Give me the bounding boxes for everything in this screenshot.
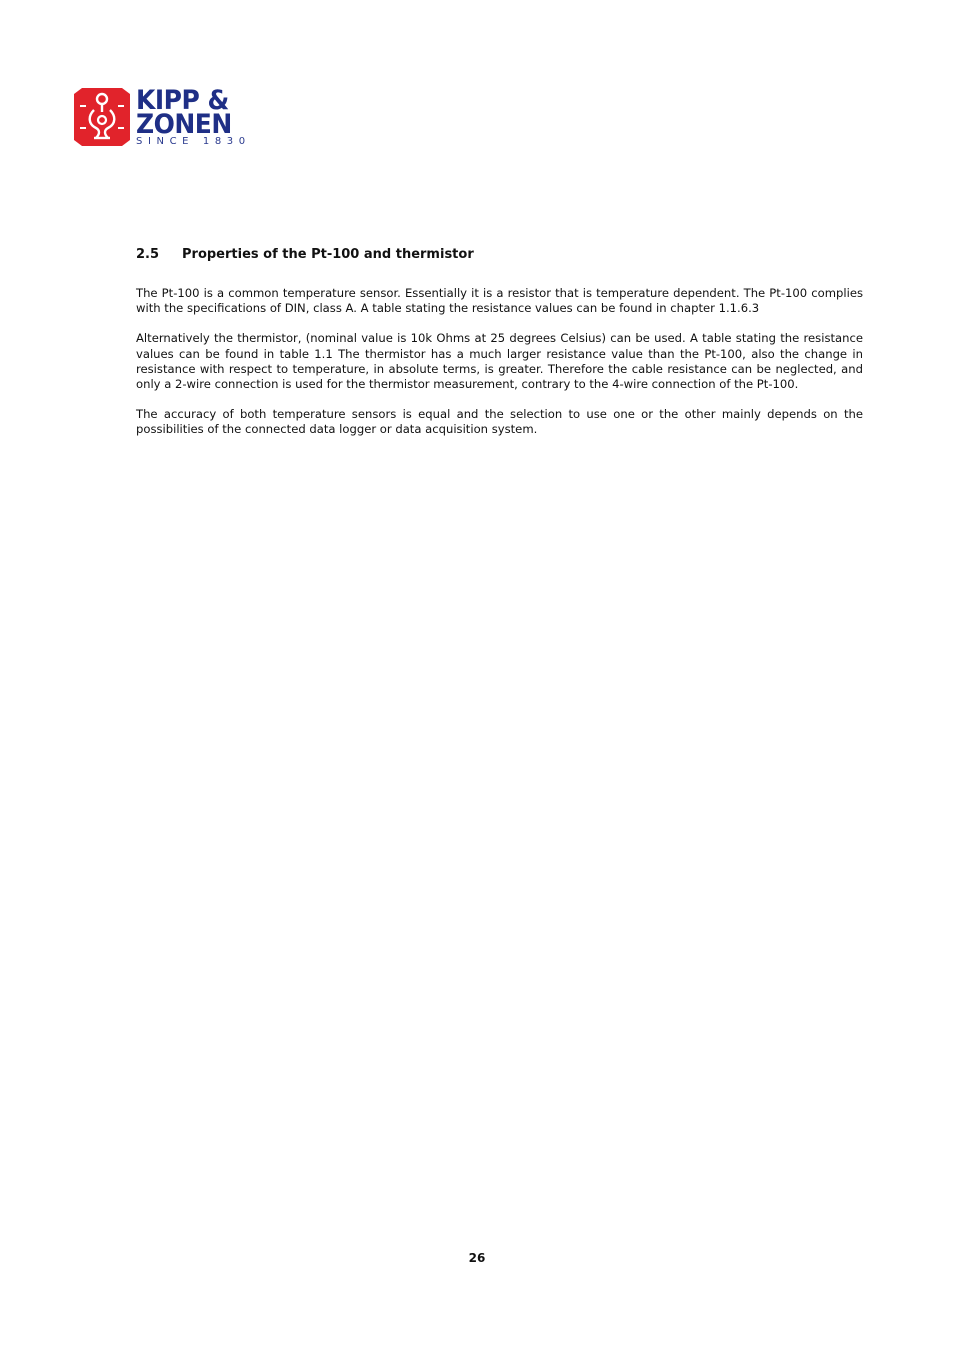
logo-line-1: KIPP & — [136, 84, 229, 116]
section-number: 2.5 — [136, 247, 160, 262]
section-heading — [136, 246, 863, 264]
section-title: Properties of the Pt-100 and thermistor — [182, 247, 474, 262]
logo-line-2: ZONEN — [136, 108, 232, 140]
page-number: 26 — [468, 1251, 486, 1265]
paragraph-accuracy: The accuracy of both temperature sensors is equal and the selection to use one or the other mainly depends on the possibilities of the connected data logger or data acquisition system. — [136, 407, 863, 437]
kipp-zonen-logo — [74, 84, 264, 148]
logo-since: SINCE 1830 — [136, 136, 251, 147]
logo-wordmark — [136, 84, 251, 148]
kipp-zonen-emblem-icon — [74, 88, 130, 146]
document-body — [136, 246, 863, 453]
paragraph-pt100: The Pt-100 is a common temperature sensor. Essentially it is a resistor that is temperature dependent. The Pt-100 complies with the specifications of DIN, class A. A table stating the resistance values can be found in chapter 1.1.6.3 — [136, 286, 863, 316]
paragraph-thermistor: Alternatively the thermistor, (nominal value is 10k Ohms at 25 degrees Celsius) can be used. A table stating the resistance values can be found in table 1.1 The thermistor has a much larger resistance value than the Pt-100, also the change in resistance with respect to temperature, in absolute terms, is greater. Therefore the cable resistance can be neglected, and only a 2-wire connection is used for the thermistor measurement, contrary to the 4-wire connection of the Pt-100. — [136, 331, 863, 392]
